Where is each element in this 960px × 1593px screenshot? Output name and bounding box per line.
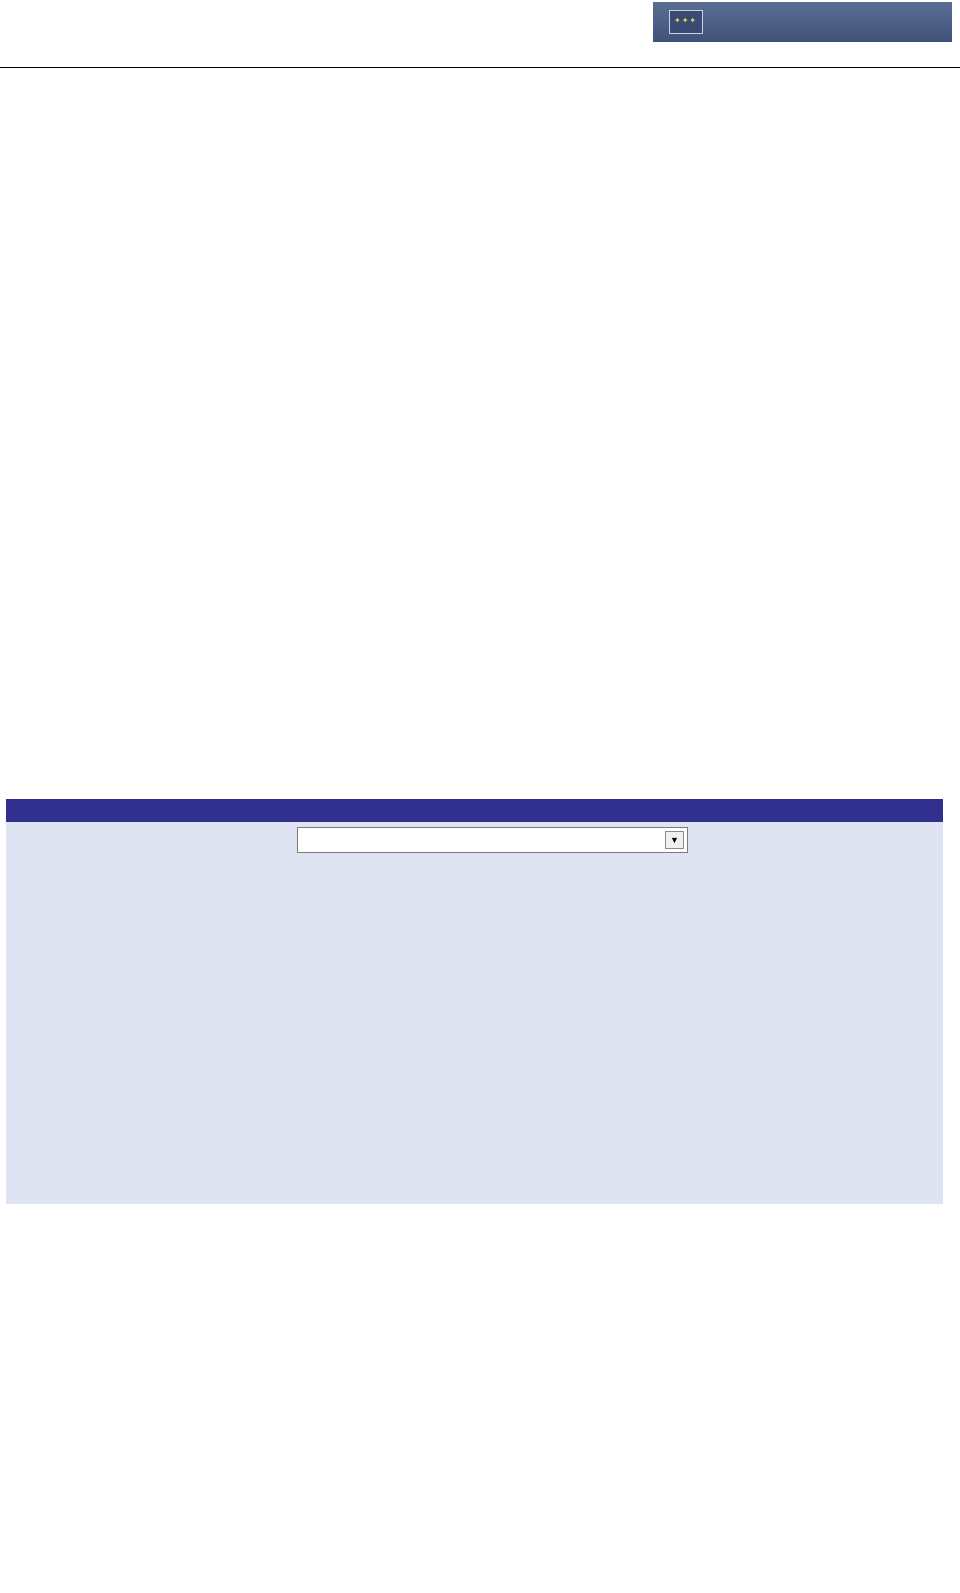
note-heading (6, 1262, 956, 1294)
result-panel (6, 799, 943, 1204)
chevron-down-icon[interactable]: ▼ (665, 831, 684, 849)
header-divider (0, 67, 960, 68)
collector-type-select[interactable] (297, 827, 688, 853)
intelligent-energy-logo (653, 2, 952, 42)
result-panel-title (6, 799, 943, 822)
eu-flag-icon (669, 10, 703, 34)
